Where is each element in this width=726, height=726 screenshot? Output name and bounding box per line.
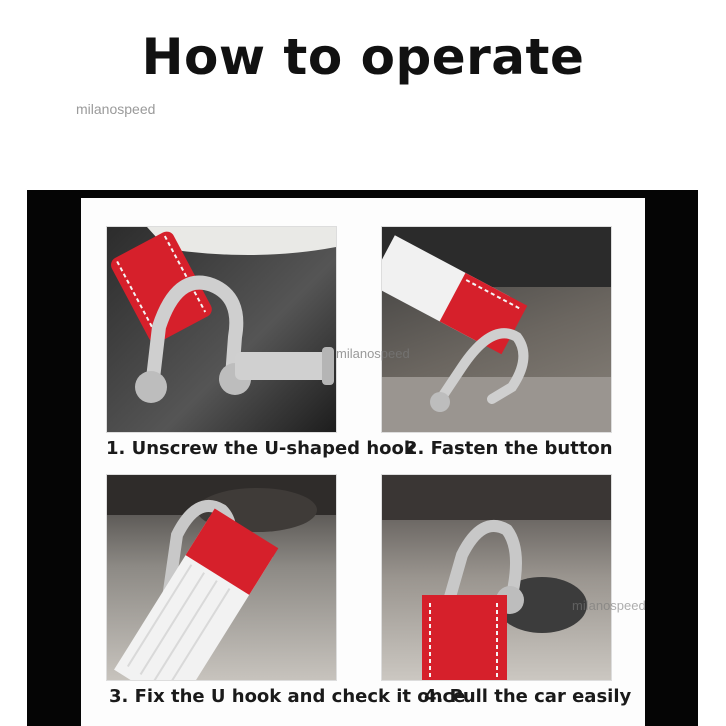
- step-1-caption: 1. Unscrew the U-shaped hook: [106, 438, 416, 459]
- step-3-caption: 3. Fix the U hook and check it once: [109, 686, 466, 707]
- pull-car-illustration: [382, 475, 611, 680]
- step-2-caption: 2. Fasten the button: [405, 438, 613, 459]
- watermark-middle: milanospeed: [336, 346, 410, 361]
- shackle-fasten-illustration: [382, 227, 611, 432]
- step-4-caption: 4. Pull the car easily: [424, 686, 632, 707]
- step-2-photo: [381, 226, 612, 433]
- step-4-photo: [381, 474, 612, 681]
- watermark-right: milanospeed: [572, 598, 646, 613]
- shackle-unscrew-illustration: [107, 227, 336, 432]
- hook-check-illustration: [107, 475, 336, 680]
- step-3-photo: [106, 474, 337, 681]
- page-title: How to operate: [141, 28, 585, 86]
- watermark-top: milanospeed: [76, 101, 156, 117]
- step-1-photo: [106, 226, 337, 433]
